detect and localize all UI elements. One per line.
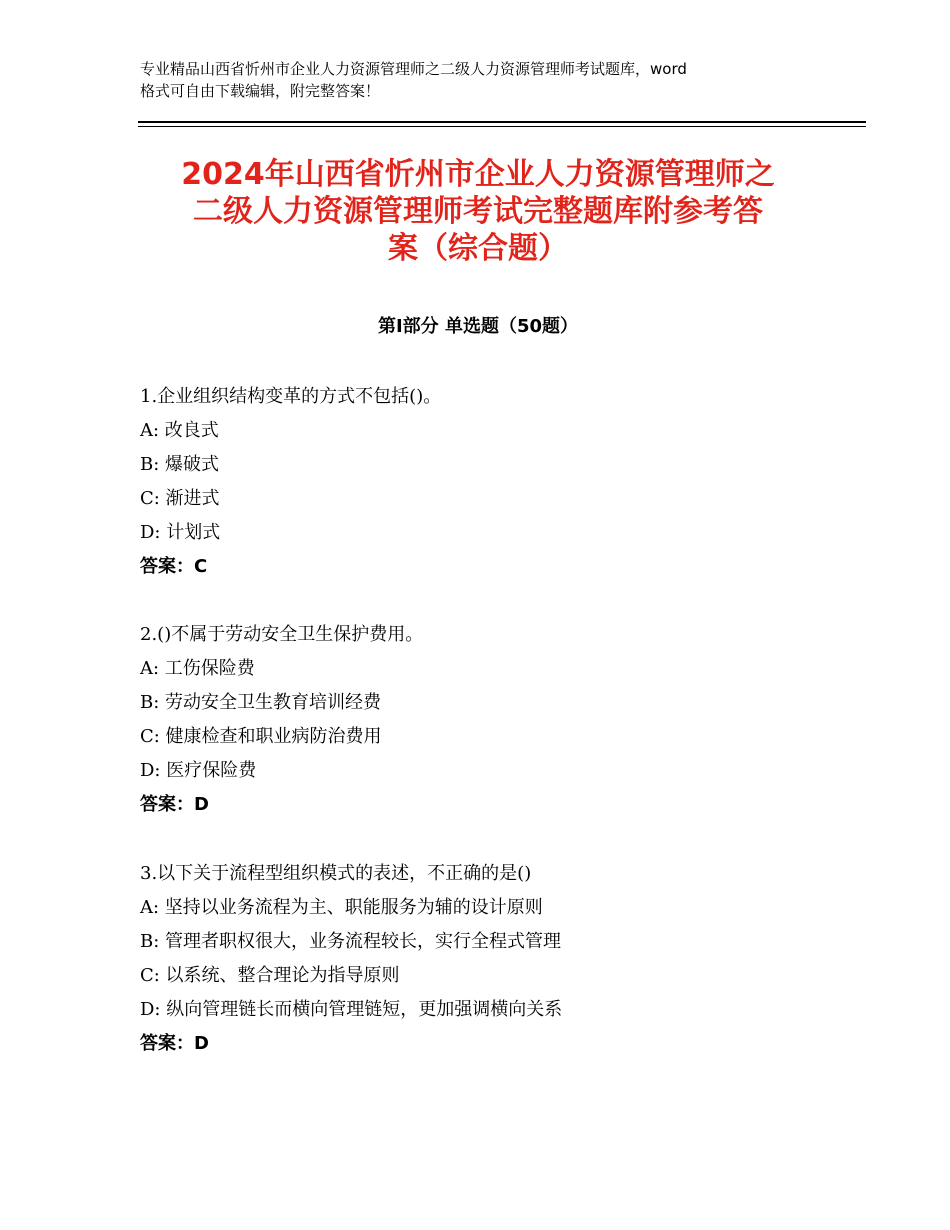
question-stem: 1.企业组织结构变革的方式不包括()。 (140, 386, 442, 407)
option-c: C: 健康检查和职业病防治费用 (140, 726, 382, 747)
option-d: D: 纵向管理链长而横向管理链短，更加强调横向关系 (140, 999, 563, 1020)
question-stem: 3.以下关于流程型组织模式的表述，不正确的是() (140, 863, 532, 884)
section-title: 第Ⅰ部分 单选题（50题） (377, 316, 578, 337)
answer-label: 答案：D (140, 794, 209, 815)
title-line2: 二级人力资源管理师考试完整题库附参考答 (193, 194, 763, 229)
question-1 (140, 383, 840, 587)
answer-label: 答案：D (140, 1033, 209, 1054)
header-divider-thick (138, 121, 866, 123)
option-b: B: 爆破式 (140, 454, 220, 475)
header-note-line2: 格式可自由下载编辑，附完整答案！ (140, 82, 381, 100)
question-2 (140, 621, 840, 825)
question-stem: 2.()不属于劳动安全卫生保护费用。 (140, 624, 424, 645)
title-line1: 2024年山西省忻州市企业人力资源管理师之 (181, 157, 775, 192)
option-c: C: 以系统、整合理论为指导原则 (140, 965, 400, 986)
option-c: C: 渐进式 (140, 488, 220, 509)
option-a: A: 改良式 (140, 420, 219, 441)
answer-label: 答案：C (140, 556, 208, 577)
option-d: D: 计划式 (140, 522, 221, 543)
header-divider-thin (138, 126, 866, 127)
document-title (138, 156, 818, 267)
option-b: B: 劳动安全卫生教育培训经费 (140, 692, 382, 713)
option-b: B: 管理者职权很大，业务流程较长，实行全程式管理 (140, 931, 562, 952)
header-note (140, 58, 820, 102)
header-note-line1: 专业精品山西省忻州市企业人力资源管理师之二级人力资源管理师考试题库，word (140, 60, 687, 78)
option-a: A: 工伤保险费 (140, 658, 255, 679)
option-d: D: 医疗保险费 (140, 760, 257, 781)
title-line3: 案（综合题） (388, 231, 568, 266)
option-a: A: 坚持以业务流程为主、职能服务为辅的设计原则 (140, 897, 543, 918)
question-3 (140, 860, 840, 1064)
